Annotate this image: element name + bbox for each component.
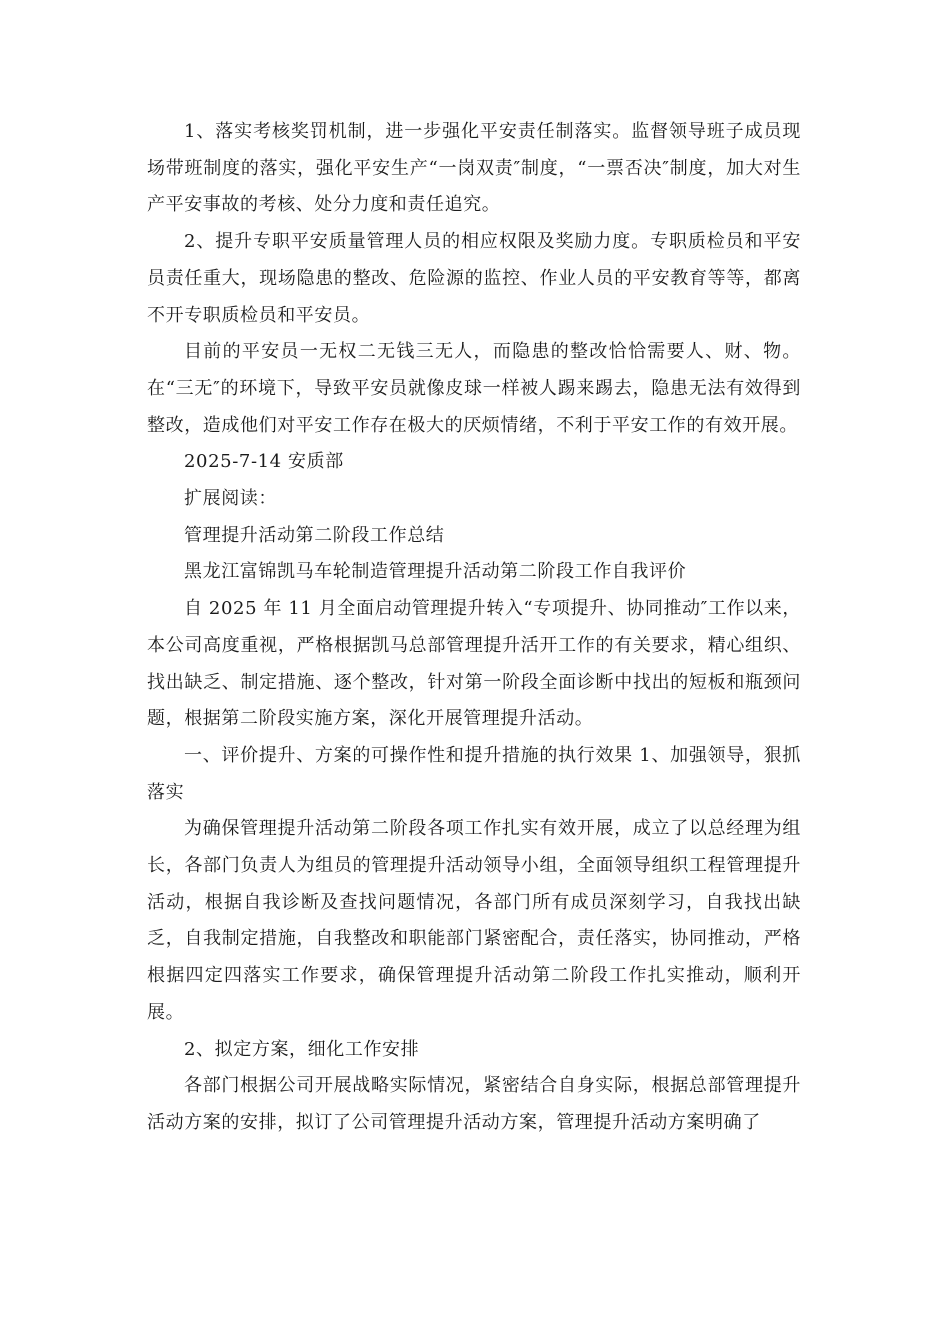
paragraph-plan-details: 各部门根据公司开展战略实际情况，紧密结合自身实际，根据总部管理提升活动方案的安排，拟订了公司管理提升活动方案，管理提升活动方案明确了	[147, 1075, 801, 1133]
section-subtitle: 黑龙江富锦凯马车轮制造管理提升活动第二阶段工作自我评价	[184, 561, 687, 583]
paragraph-leadership-group: 为确保管理提升活动第二阶段各项工作扎实有效开展，成立了以总经理为组长，各部门负责人为组员的管理提升活动领导小组，全面领导组织工程管理提升活动，根据自我诊断及查找问题情况，各部门所有成员深刻学习，自我找出缺乏，自我制定措施，自我整改和职能部门紧密配合，责任落实，协同推动，严格根据四定四落实工作要求，确保管理提升活动第二阶段工作扎实推动，顺利开展。	[147, 818, 801, 1023]
document-date-signature: 2025-7-14 安质部	[184, 451, 344, 473]
extended-reading-label: 扩展阅读：	[184, 488, 277, 510]
section-title: 管理提升活动第二阶段工作总结	[184, 524, 445, 546]
paragraph-introduction: 自 2025 年 11 月全面启动管理提升转入“专项提升、协同推动″工作以来，本公司高度重视，严格根据凯马总部管理提升活开工作的有关要求，精心组织、找出缺乏、制定措施、逐个整改，针对第一阶段全面诊断中找出的短板和瓶颈问题，根据第二阶段实施方案，深化开展管理提升活动。	[147, 598, 801, 730]
heading-evaluation: 一、评价提升、方案的可操作性和提升措施的执行效果 1、加强领导，狠抓落实	[147, 744, 801, 803]
paragraph-safety-staff-authority: 2、提升专职平安质量管理人员的相应权限及奖励力度。专职质检员和平安员责任重大，现场隐患的整改、危险源的监控、作业人员的平安教育等等，都离不开专职质检员和平安员。	[147, 231, 801, 326]
paragraph-reward-mechanism: 1、落实考核奖罚机制，进一步强化平安责任制落实。监督领导班子成员现场带班制度的落实，强化平安生产“一岗双责″制度，“一票否决″制度，加大对生产平安事故的考核、处分力度和责任追究。	[147, 121, 801, 216]
paragraph-safety-staff-situation: 目前的平安员一无权二无钱三无人，而隐患的整改恰恰需要人、财、物。在“三无″的环境下，导致平安员就像皮球一样被人踢来踢去，隐患无法有效得到整改，造成他们对平安工作存在极大的厌烦情绪，不利于平安工作的有效开展。	[147, 341, 801, 436]
document-body	[147, 114, 801, 1142]
heading-plan-formulation: 2、拟定方案，细化工作安排	[184, 1038, 420, 1060]
